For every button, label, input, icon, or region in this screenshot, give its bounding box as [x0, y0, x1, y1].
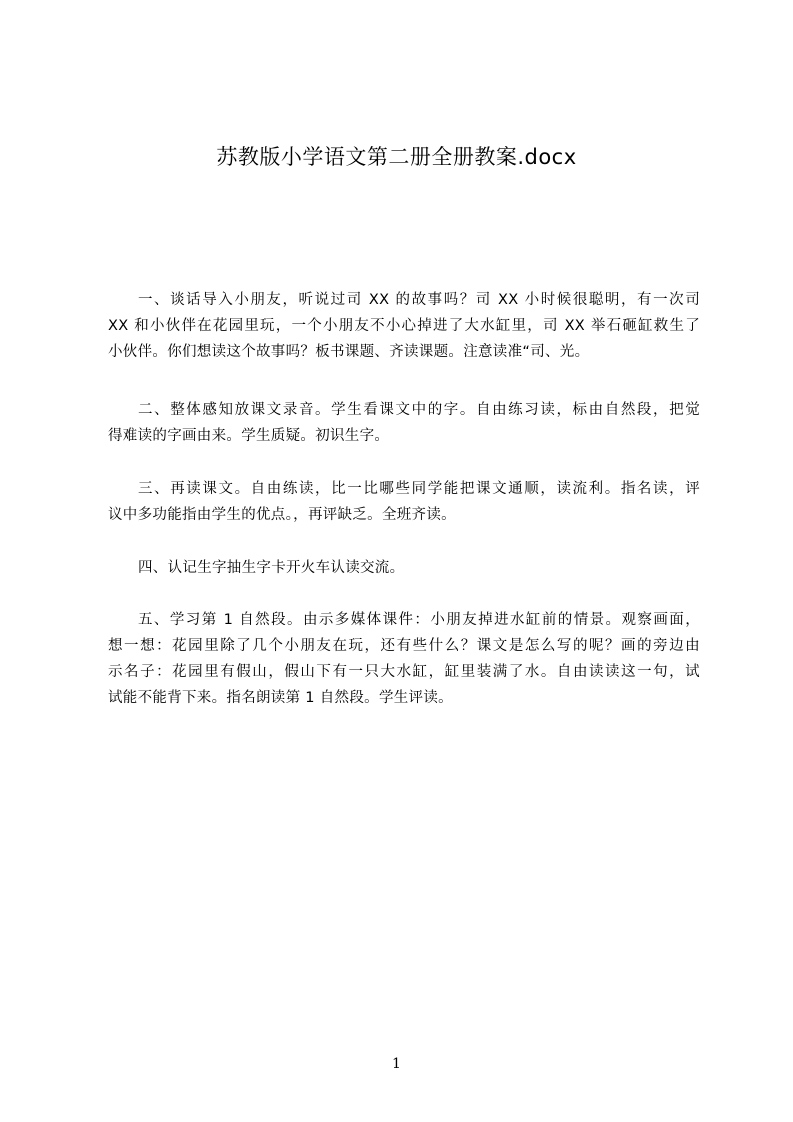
paragraph-line: 一、谈话导入小朋友，听说过司 XX 的故事吗？司 XX 小时候很聪明，有一次司	[138, 292, 700, 308]
paragraph-line: 小伙伴。你们想读这个故事吗？板书课题、齐读课题。注意读准“司、光。	[108, 344, 590, 360]
paragraph-line: 得难读的字画由来。学生质疑。初识生字。	[108, 428, 390, 444]
paragraph-line: 三、再读课文。自由练读，比一比哪些同学能把课文通顺，读流利。指名读，评	[138, 481, 700, 497]
paragraph-4	[108, 555, 700, 581]
paragraph-line: 四、认记生字抽生字卡开火车认读交流。	[138, 560, 405, 576]
paragraph-line: 五、学习第 1 自然段。由示多媒体课件：小朋友掉进水缸前的情景。观察画面，	[138, 612, 700, 628]
paragraph-3	[108, 476, 700, 528]
paragraph-line: 二、整体感知放课文录音。学生看课文中的字。自由练习读，标由自然段，把觉	[138, 402, 700, 418]
paragraph-line: 示名子：花园里有假山，假山下有一只大水缸，缸里装满了水。自由读读这一句，试	[108, 664, 700, 680]
paragraph-5	[108, 607, 700, 711]
page-number: 1	[392, 1056, 401, 1072]
paragraph-1	[108, 287, 700, 365]
paragraph-line: 想一想：花园里除了几个小朋友在玩，还有些什么？课文是怎么写的呢？画的旁边由	[108, 638, 700, 654]
paragraph-line: 试能不能背下来。指名朗读第 1 自然段。学生评读。	[108, 690, 453, 706]
document-title: 苏教版小学语文第二册全册教案.docx	[216, 145, 577, 169]
paragraph-line: 议中多功能指由学生的优点。，再评缺乏。全班齐读。	[108, 507, 456, 523]
paragraph-line: XX 和小伙伴在花园里玩，一个小朋友不小心掉进了大水缸里，司 XX 举石砸缸救生了	[108, 318, 700, 334]
paragraph-2	[108, 397, 700, 449]
